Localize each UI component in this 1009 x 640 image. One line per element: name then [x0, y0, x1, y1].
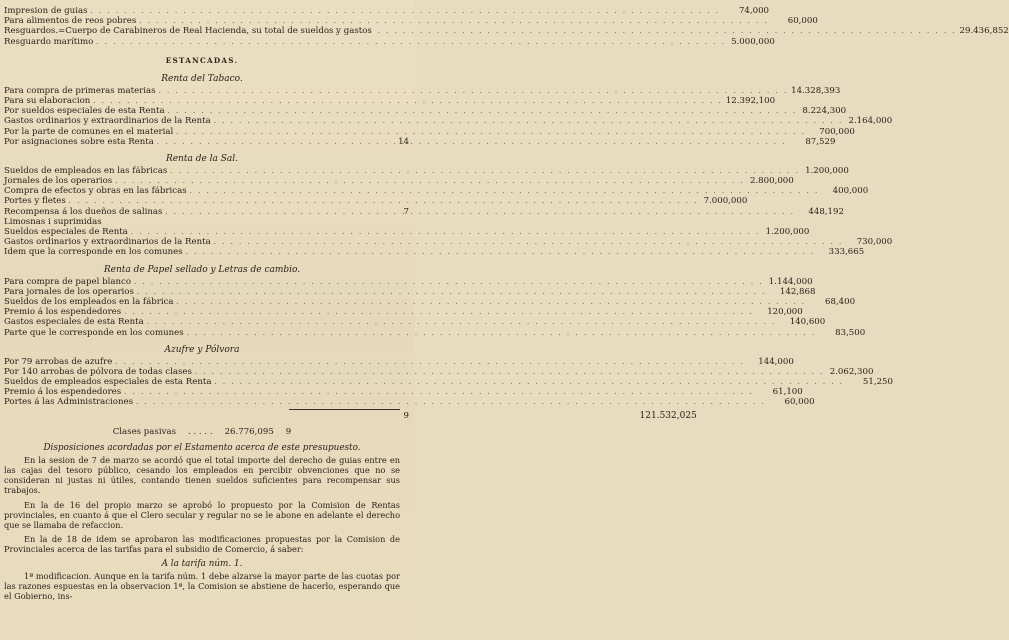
- row-value: 730,000: [856, 237, 893, 248]
- budget-row-3: [4, 36, 775, 47]
- row-label: Por sueldos especiales de esta Renta: [4, 106, 165, 117]
- row-value: 333,665: [828, 247, 865, 258]
- row-value: 140,600: [789, 317, 826, 328]
- maravedis-mark: 7: [403, 206, 409, 217]
- total-row: [4, 410, 697, 421]
- paragraph-2: En la de 16 del propio marzo se aprobó lo propuesto por la Comision de Rentas provinciales, en cuanto á que el Clero secular y regular no se le abone en adelante el derecho que se llamaba de refaccion.: [4, 499, 400, 531]
- budget-row: [4, 176, 794, 187]
- budget-row: [4, 196, 748, 207]
- leader-dots: [165, 207, 795, 217]
- paragraph-4: 1ª modificacion. Aunque en la tarifa núm. 1 debe alzarse la mayor parte de las cuotas por las razones espuestas en la observacion 1ª, la Comision se abstiene de hacerlo, esperando que el Gobierno, ins-: [4, 570, 400, 602]
- row-value: 68,400: [825, 296, 856, 307]
- budget-row: [4, 186, 869, 197]
- row-label: Premio á los espendedores: [4, 387, 122, 398]
- row-value: 144,000: [758, 356, 794, 367]
- budget-row: [4, 286, 816, 297]
- budget-row: [4, 327, 866, 338]
- leader-dots: [190, 186, 820, 196]
- row-value: 1.200,000: [805, 165, 849, 176]
- budget-row: [4, 366, 874, 377]
- leader-dots: [139, 16, 769, 26]
- leader-dots: [327, 26, 957, 36]
- leader-dots: [147, 317, 777, 327]
- leader-dots: [176, 127, 806, 137]
- disposiciones-heading: Disposiciones acordadas por el Estamento acerca de este presupuesto.: [43, 442, 361, 453]
- row-label: Premio á los espendedores: [4, 307, 122, 318]
- maravedis-mark: 9: [285, 426, 292, 437]
- row-label: Para compra de primeras materias: [4, 85, 156, 96]
- row-label: Parte que le corresponde en los comunes: [4, 327, 184, 338]
- row-label: Gastos ordinarios y extraordinarios de la Renta: [4, 116, 211, 127]
- budget-row: [4, 106, 847, 117]
- row-value: 448,192: [808, 206, 844, 217]
- leader-dots: [159, 86, 789, 96]
- sal-section: [4, 165, 893, 258]
- leader-dots: [170, 166, 800, 176]
- row-label: Recompensa á los dueños de salinas: [4, 206, 163, 217]
- budget-row: [4, 307, 803, 318]
- paragraph-1: En la sesion de 7 de marzo se acordó que el total importe del derecho de guias entre en las cajas del tesoro público, cesando los empleados en percibir obvenciones que no se consideran ni justas ni útiles, contando tienen sueldos suficientes para recompensar sus trabajos.: [4, 454, 400, 496]
- row-value: 60,000: [784, 397, 815, 408]
- leader-dots: [90, 6, 720, 16]
- row-label: Por 140 arrobas de pólvora de todas clases: [4, 366, 192, 377]
- row-value: 61,100: [772, 387, 803, 398]
- leader-dots: [134, 277, 764, 287]
- row-label: Compra de efectos y obras en las fábricas: [4, 186, 187, 197]
- row-label: Por 79 arrobas de azufre: [4, 356, 113, 367]
- row-label: Para compra de papel blanco: [4, 276, 131, 287]
- leader-dots: [157, 137, 787, 147]
- row-label: Sueldos especiales de Renta: [4, 227, 128, 237]
- clases-pasivas-value: 26.776,095: [224, 426, 274, 437]
- budget-row: [4, 85, 841, 96]
- row-label: Sueldos de empleados especiales de esta Renta: [4, 377, 212, 388]
- leader-dots: [177, 297, 807, 307]
- budget-row: [4, 377, 893, 388]
- row-value: 1.144,000: [768, 276, 813, 287]
- total-value: 121.532,025: [639, 410, 697, 421]
- budget-row: [4, 126, 855, 137]
- row-label: Limosnas i suprimidas: [4, 216, 102, 227]
- row-value: 400,000: [832, 186, 869, 197]
- budget-row: [4, 317, 826, 328]
- budget-row: [4, 276, 813, 287]
- row-label: Impresion de guias: [4, 6, 88, 16]
- leader-dots: [195, 367, 825, 377]
- row-label: Sueldos de los empleados en la fábrica: [4, 296, 174, 307]
- row-value: 83,500: [835, 327, 866, 338]
- row-label: Para jornales de los operarios: [4, 286, 134, 297]
- row-value: 14.328,393: [791, 85, 841, 96]
- row-value: 2.800,000: [749, 176, 794, 187]
- clases-pasivas-line: Clases pasivas . . . . . 26.776,095 9: [112, 426, 292, 437]
- leader-dots: [214, 116, 844, 126]
- row-label: Por asignaciones sobre esta Renta: [4, 136, 154, 147]
- maravedis-mark: 14: [398, 136, 409, 147]
- maravedis-mark: 9: [403, 410, 409, 421]
- row-value: 74,000: [738, 6, 770, 16]
- leader-dots: [115, 357, 745, 367]
- leader-dots: [136, 397, 766, 407]
- tabaco-section: [4, 85, 893, 147]
- budget-row: [4, 116, 893, 127]
- row-label: Para alimentos de reos pobres: [4, 16, 137, 27]
- row-value: 60,000: [787, 16, 818, 27]
- leader-dots: [137, 287, 767, 297]
- row-label: Resguardo marítimo: [4, 36, 94, 47]
- row-label: Por la parte de comunes en el material: [4, 126, 174, 137]
- budget-row: [4, 356, 794, 367]
- row-value: 2.062,300: [829, 366, 874, 377]
- paragraph-3: En la de 18 de idem se aprobaron las modificaciones propuestas por la Comision de Provinciales acerca de las tarifas para el subsidio de Comercio, á saber:: [4, 534, 400, 555]
- row-value: 87,529: [805, 136, 836, 147]
- leader-dots: [214, 237, 844, 247]
- budget-row: [4, 95, 776, 106]
- budget-row: [4, 237, 893, 248]
- row-value: 51,250: [862, 377, 893, 388]
- leader-dots: [96, 37, 726, 47]
- row-value: 5.000,000: [731, 36, 775, 47]
- budget-row: [4, 387, 803, 398]
- leader-dots: [124, 307, 754, 317]
- row-label: Portes y fletes: [4, 196, 66, 207]
- leader-dots: [124, 387, 754, 397]
- budget-row-2: [4, 26, 1009, 37]
- row-label: Sueldos de empleados en las fábricas: [4, 165, 168, 176]
- leader-dots: [93, 96, 723, 106]
- budget-row: [4, 136, 836, 147]
- papel-subtitle: Renta de Papel sellado y Letras de cambio.: [103, 264, 301, 275]
- row-value: 142,868: [779, 286, 816, 297]
- row-label: Para su elaboracion: [4, 95, 91, 106]
- top-section: [4, 6, 1009, 47]
- row-value: 8.224,300: [802, 106, 847, 117]
- row-value: 7.000,000: [703, 196, 748, 207]
- row-label: Idem que la corresponde en los comunes: [4, 247, 183, 258]
- row-label: Gastos especiales de esta Renta: [4, 317, 144, 328]
- budget-row: [4, 227, 810, 237]
- leader-dots: [214, 377, 844, 387]
- budget-row: [4, 206, 844, 217]
- row-value: 120,000: [767, 307, 803, 318]
- azufre-section: [4, 356, 893, 408]
- budget-row: [4, 247, 865, 258]
- estancadas-title: ESTANCADAS.: [165, 55, 239, 65]
- tabaco-subtitle: Renta del Tabaco.: [161, 73, 243, 84]
- budget-row: [4, 397, 815, 408]
- tarifa-heading: A la tarifa núm. 1.: [161, 558, 243, 569]
- leader-dots: [131, 227, 761, 237]
- total-rule: [289, 409, 400, 410]
- row-label: Gastos ordinarios y extraordinarios de la Renta: [4, 237, 211, 248]
- row-value: 2.164,000: [848, 116, 893, 127]
- budget-row-0: [4, 6, 770, 16]
- leader-dots: [115, 176, 745, 186]
- row-value: 12.392,100: [725, 95, 776, 106]
- budget-row: [4, 217, 400, 227]
- leader-dots: [186, 247, 816, 257]
- leader-dots: [168, 106, 798, 116]
- budget-row: [4, 296, 856, 307]
- leader-dots: [187, 328, 817, 338]
- leader-dots: [69, 196, 699, 206]
- budget-row: [4, 165, 849, 176]
- row-label: Resguardos.=Cuerpo de Carabineros de Real Hacienda, su total de sueldos y gastos: [4, 26, 372, 37]
- row-value: 29.436,852: [959, 26, 1009, 37]
- papel-section: [4, 276, 866, 338]
- row-label: Jornales de los operarios: [4, 176, 113, 187]
- row-value: 1.200,000: [765, 227, 810, 237]
- row-value: 700,000: [819, 126, 855, 137]
- row-label: Portes á las Administraciones: [4, 397, 134, 408]
- sal-subtitle: Renta de la Sal.: [165, 153, 239, 164]
- budget-row-1: [4, 16, 818, 27]
- clases-pasivas-label: Clases pasivas: [112, 426, 176, 437]
- azufre-subtitle: Azufre y Pólvora: [164, 344, 240, 355]
